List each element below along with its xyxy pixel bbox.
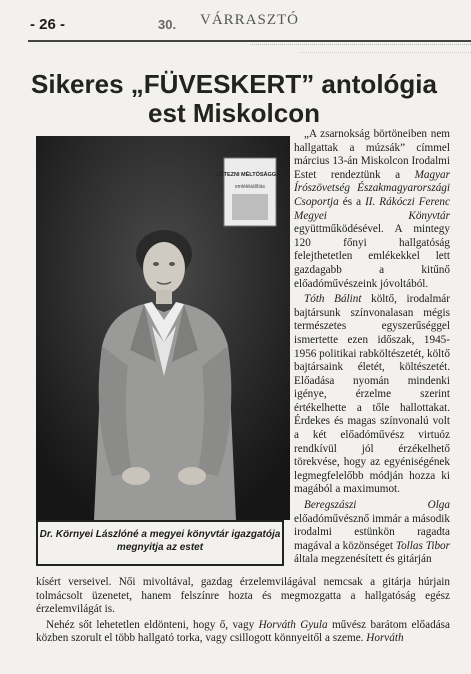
bleed-through-line <box>250 44 471 46</box>
text-run: Nehéz sőt lehetetlen eldönteni, hogy ő, vagy <box>46 618 259 631</box>
page-number: - 26 - <box>30 16 66 33</box>
paragraph <box>294 128 450 291</box>
person-name: Tóth Bálint <box>304 293 362 306</box>
paragraph: kísért verseivel. Női mivoltával, gazdag érzelemvilágával nemcsak a gitárja húrjain tolmácsolt üzenetet, hanem felszínre hozta és megmozgatta a hallgatóság egész érzelemvilágát is. <box>36 576 450 616</box>
article-photo <box>36 136 290 520</box>
issue-number: 30. <box>158 17 177 32</box>
masthead-logo: VÁRRASZTÓ <box>200 12 300 28</box>
person-name: Horváth <box>366 632 404 645</box>
text-run: együttműködésével. A mintegy 120 főnyi hallgatóság felejthetetlen emlékekkel lett gazdagabb a kitűnő előadóművészeink jóvoltából. <box>294 223 450 290</box>
organization-name: II. Rákóczi Ferenc Megyei Könyvtár <box>294 195 450 222</box>
poster-subtitle: emlékkiállítás <box>234 184 266 190</box>
paragraph <box>294 499 450 567</box>
photo-image <box>36 136 290 520</box>
article-title: Sikeres „FÜVESKERT” antológia est Miskolcon <box>31 69 437 128</box>
photo-caption: Dr. Környei Lászlóné a megyei könyvtár igazgatója megnyitja az estet <box>36 520 284 566</box>
text-run: előadóművésznő immár a második irodalmi estünkön ragadta magával a közönséget <box>294 512 450 552</box>
article-body-full-width <box>36 576 450 646</box>
text-run: „A zsarnokság börtöneiben nem hallgattak a múzsák” címmel március 13-án Miskolcon Irodalmi Estet rendeztünk a <box>294 128 450 181</box>
person-name: Tollas Tibor <box>395 539 450 552</box>
person-name: Horváth Gyula <box>258 618 328 631</box>
poster-title: LÉTEZNI MÉLTÓSÁGGAL <box>216 172 284 178</box>
header-rule <box>28 40 471 42</box>
text-run: művész barátom előadása közben szorult el több hallgató torka, vagy csillogott könnyeitől a szeme. <box>36 618 450 645</box>
organization-name: Magyar Írószövetség Északmagyarországi Csoportja <box>294 168 450 208</box>
paragraph <box>36 619 450 646</box>
article-column-right <box>294 128 450 567</box>
text-run: költő, irodalmár bajtársunk színvonalasan mégis természetes egyszerűséggel ismertette ezen időszak, 1945-1956 politikai rabköltészetét, költő bajtársaink életét, költészetét. Előadása nyomán mindenki igénye, érzelme szerint értékelhette a tőle hallottakat. Érdekes és magas színvonalú volt a két előadóművész virtuóz rendkívül jól érzékelhető törekvése, hogy az egyéniségének legmegfelelőbb módján hozza ki magából a maximumot. <box>294 293 450 496</box>
page-header <box>30 14 461 36</box>
person-name: Beregszászi Olga <box>304 499 450 512</box>
text-run: általa megzenésített és gitárján <box>294 553 432 566</box>
paragraph <box>294 293 450 497</box>
text-run: és a <box>338 195 366 208</box>
bleed-through-line <box>300 52 471 54</box>
